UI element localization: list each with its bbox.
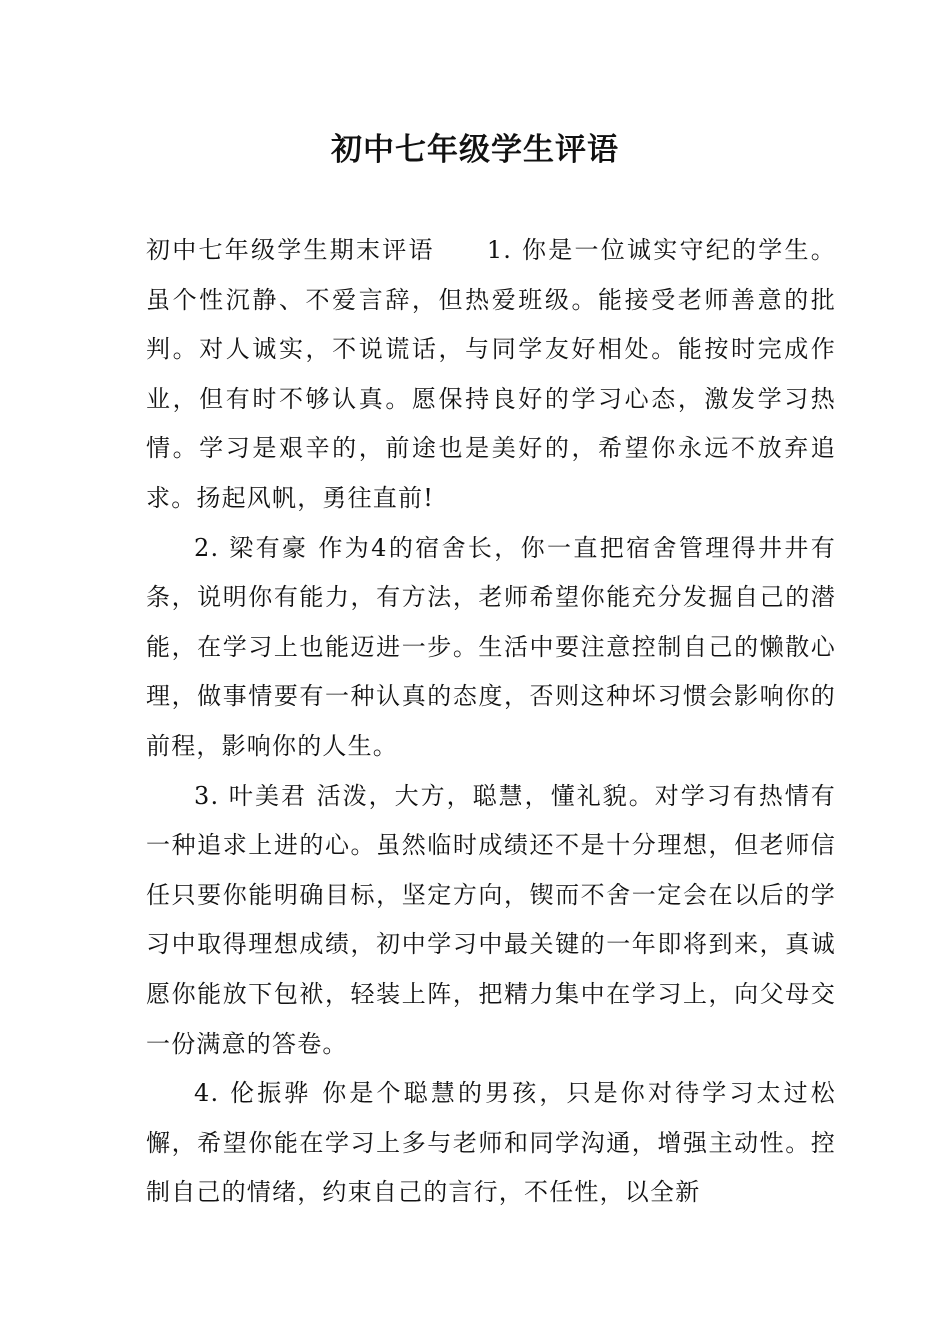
- intro-label: 初中七年级学生期末评语: [146, 236, 435, 264]
- paragraph-3: 3. 叶美君 活泼，大方，聪慧，懂礼貌。对学习有热情有一种追求上进的心。虽然临时成绩还不是十分理想，但老师信任只要你能明确目标，坚定方向，锲而不舍一定会在以后的学习中取得理想成绩，初中学习中最关键的一年即将到来，真诚愿你能放下包袱，轻装上阵，把精力集中在学习上，向父母交一份满意的答卷。: [146, 781, 836, 1058]
- paragraph-1-text: 1. 你是一位诚实守纪的学生。虽个性沉静、不爱言辞，但热爱班级。能接受老师善意的批判。对人诚实，不说谎话，与同学友好相处。能按时完成作业，但有时不够认真。愿保持良好的学习心态，激发学习热情。学习是艰辛的，前途也是美好的，希望你永远不放弃追求。扬起风帆，勇往直前!: [146, 236, 836, 512]
- paragraph-2: 2. 梁有豪 作为4的宿舍长，你一直把宿舍管理得井井有条，说明你有能力，有方法，老师希望你能充分发掘自己的潜能，在学习上也能迈进一步。生活中要注意控制自己的懒散心理，做事情要有一种认真的态度，否则这种坏习惯会影响你的前程，影响你的人生。: [146, 533, 836, 760]
- paragraph-1: [146, 226, 836, 524]
- document-body: [146, 226, 836, 1218]
- document-title: 初中七年级学生评语: [331, 132, 619, 168]
- paragraph-4: 4. 伦振骅 你是个聪慧的男孩，只是你对待学习太过松懈，希望你能在学习上多与老师和同学沟通，增强主动性。控制自己的情绪，约束自己的言行，不任性，以全新: [146, 1079, 836, 1207]
